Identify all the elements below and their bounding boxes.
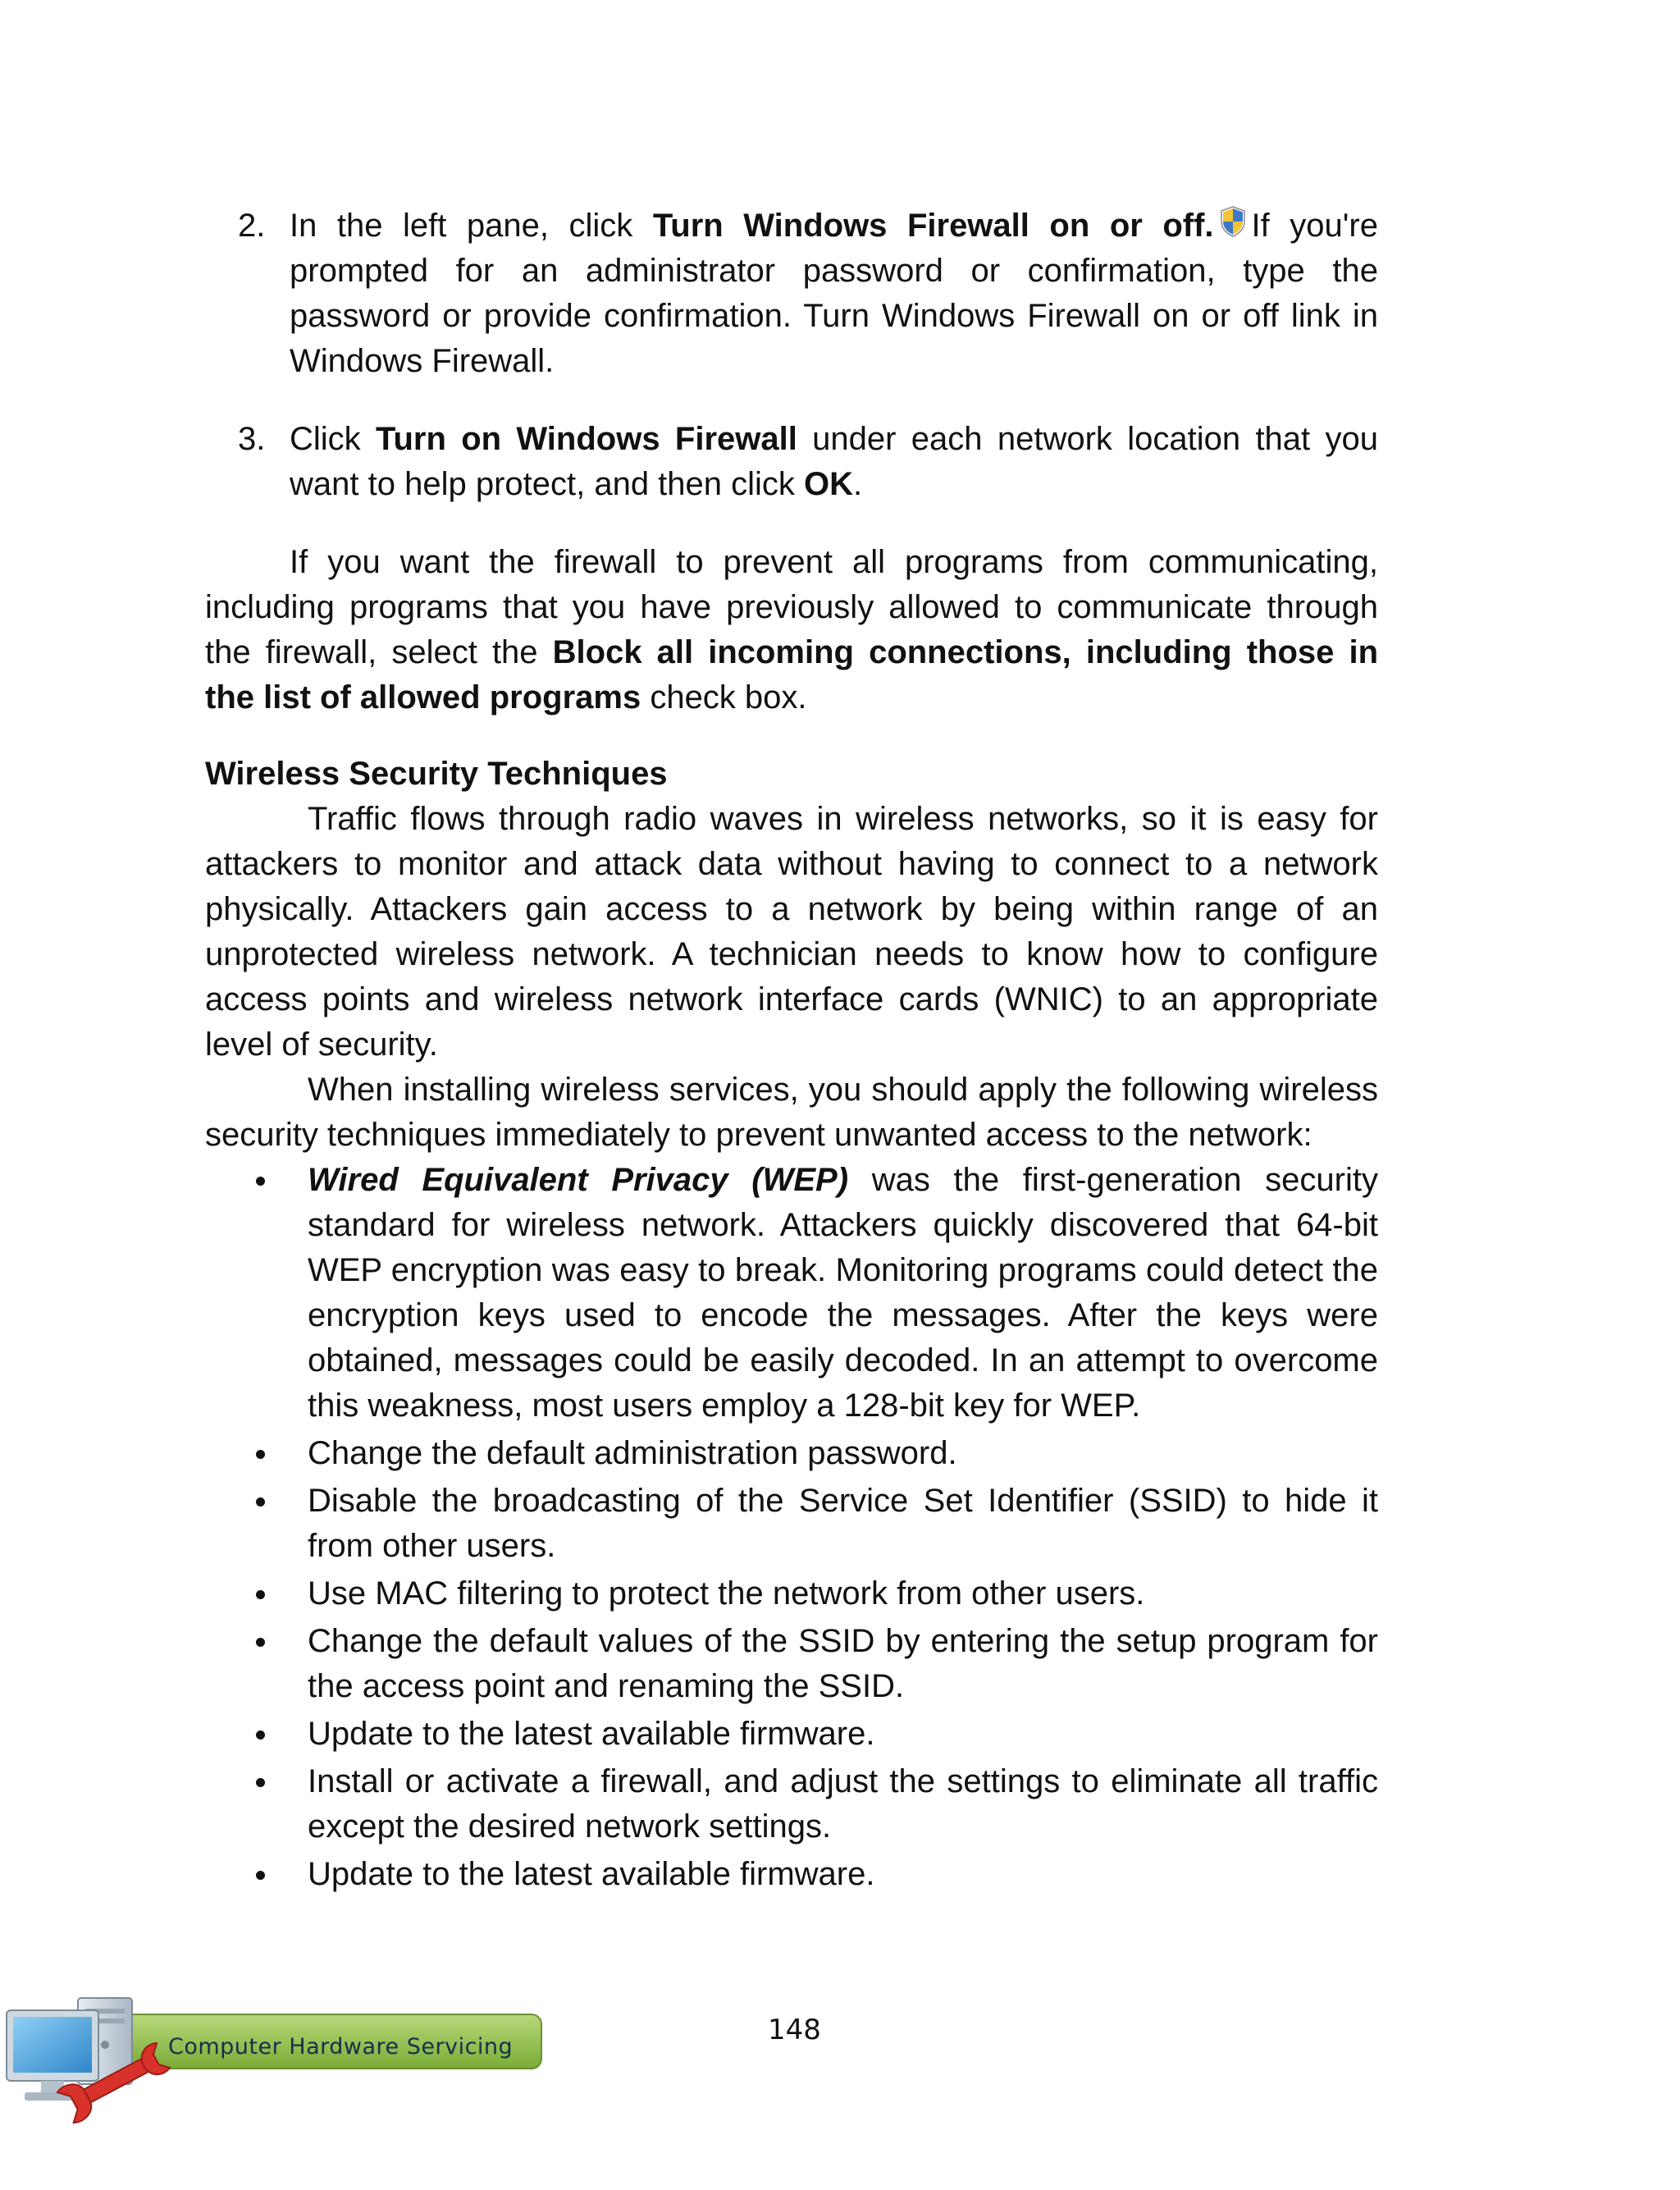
list-item: Change the default values of the SSID by entering the setup program for the access point and renaming the SSID. bbox=[205, 1619, 1378, 1709]
wep-term: Wired Equivalent Privacy (WEP) bbox=[308, 1162, 849, 1198]
bullet-icon bbox=[256, 1778, 265, 1787]
security-techniques-list bbox=[205, 1158, 1378, 1897]
bullet-icon bbox=[256, 1497, 265, 1506]
block-connections-paragraph: If you want the firewall to prevent all programs from communicating, including programs that you have previously allowed to communicate through the firewall, select the Block all incoming connections, including those in the list of allowed programs check box. bbox=[205, 544, 1379, 716]
step-text: In the left pane, click Turn Windows Firewall on or off. If you're prompted for an administrator password or confirmation, type the password or provide confirmation. Turn Windows Firewall on or off link in Windows Firewall. bbox=[290, 203, 1378, 384]
bullet-icon bbox=[256, 1590, 265, 1599]
list-item: Use MAC filtering to protect the network from other users. bbox=[205, 1571, 1378, 1616]
list-item: Update to the latest available firmware. bbox=[205, 1852, 1378, 1897]
list-item: Disable the broadcasting of the Service Set Identifier (SSID) to hide it from other users. bbox=[205, 1479, 1378, 1569]
bullet-icon bbox=[256, 1731, 265, 1740]
section-heading: Wireless Security Techniques bbox=[205, 756, 668, 792]
page-content bbox=[205, 203, 1378, 1900]
list-item: Wired Equivalent Privacy (WEP) was the first-generation security standard for wireless network. Attackers quickly discovered that 64-bit WEP encryption was easy to break. Monitoring programs could detect the encryption keys used to encode the messages. After the keys were obtained, messages could be easily decoded. In an attempt to overcome this weakness, most users employ a 128-bit key for WEP. bbox=[205, 1158, 1378, 1429]
block-connections-option-text: Block all incoming connections, including those in the list of allowed programs bbox=[205, 634, 1379, 716]
wireless-techniques-paragraph: When installing wireless services, you should apply the following wireless security techniques immediately to prevent unwanted access to the network: bbox=[205, 1072, 1378, 1153]
step-text: Click Turn on Windows Firewall under each network location that you want to help protect, and then click OK. bbox=[290, 421, 1378, 502]
list-item: Change the default administration password. bbox=[205, 1431, 1378, 1476]
page-number: 148 bbox=[768, 2014, 821, 2046]
step-3 bbox=[205, 417, 1378, 507]
wireless-intro-paragraph: Traffic flows through radio waves in wireless networks, so it is easy for attackers to monitor and attack data without having to connect to a network physically. Attackers gain access to a network by being within range of an unprotected wireless network. A technician needs to know how to configure access points and wireless network interface cards (WNIC) to an appropriate level of security. bbox=[205, 801, 1378, 1063]
step-2 bbox=[205, 203, 1378, 384]
bullet-icon bbox=[256, 1177, 265, 1186]
list-item: Install or activate a firewall, and adjust the settings to eliminate all traffic except the desired network settings. bbox=[205, 1759, 1378, 1849]
step-number: 2. bbox=[238, 208, 266, 244]
step-number: 3. bbox=[238, 421, 266, 457]
turn-on-firewall-option-text: Turn on Windows Firewall bbox=[375, 421, 797, 457]
bullet-icon bbox=[256, 1450, 265, 1459]
bullet-icon bbox=[256, 1871, 265, 1880]
computer-hardware-servicing-logo bbox=[0, 1994, 558, 2133]
turn-firewall-on-off-link-text: Turn Windows Firewall on or off bbox=[652, 208, 1205, 244]
bullet-icon bbox=[256, 1638, 265, 1647]
ok-button-text: OK bbox=[804, 466, 854, 502]
uac-shield-icon bbox=[1219, 205, 1247, 238]
footer-label: Computer Hardware Servicing bbox=[168, 2034, 514, 2060]
list-item: Update to the latest available firmware. bbox=[205, 1712, 1378, 1757]
